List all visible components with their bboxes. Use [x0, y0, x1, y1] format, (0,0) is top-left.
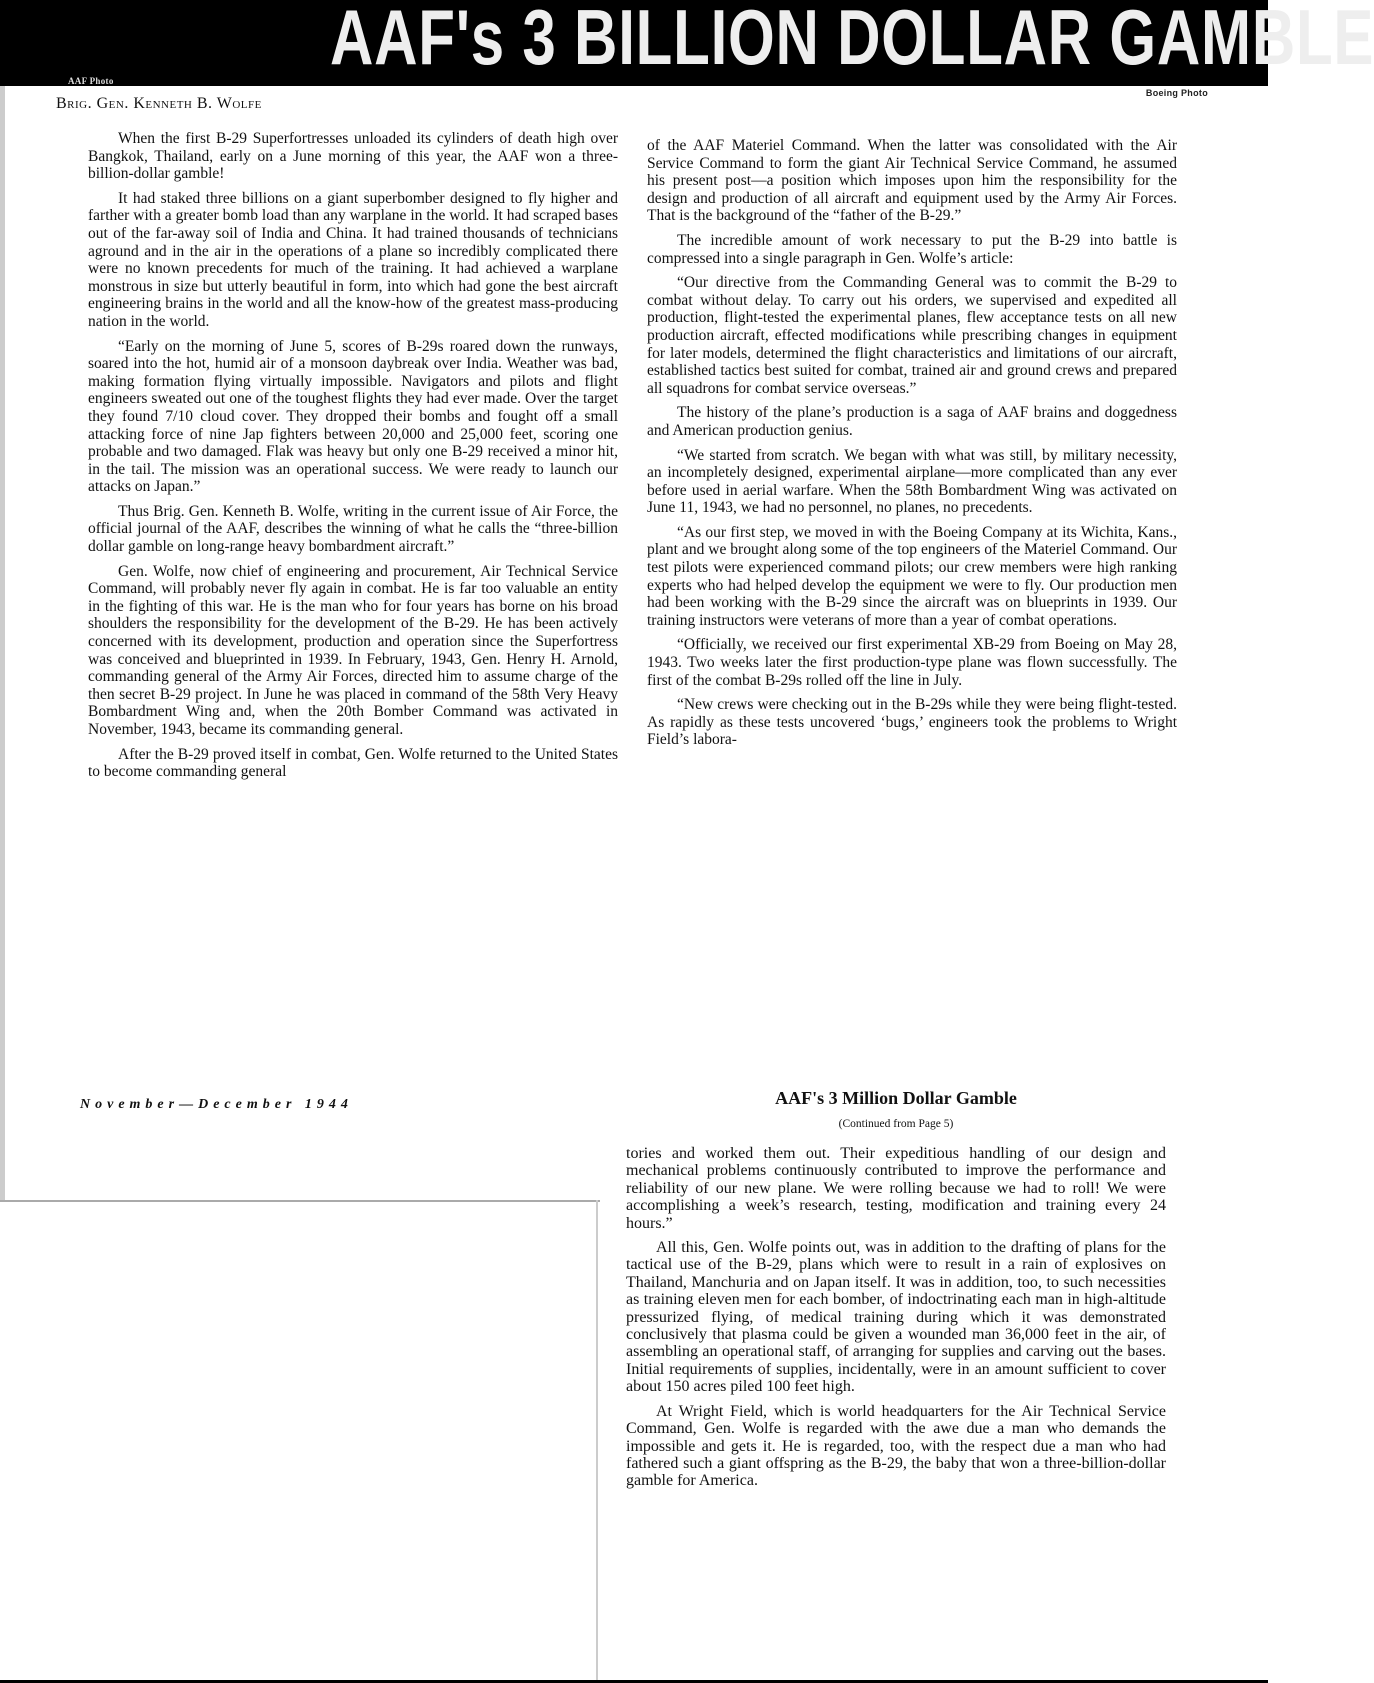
- paragraph: “We started from scratch. We began with what was still, by military necessity, an incompletely designed, experimental airplane—more complicated than any ever before used in aerial warfare. When the 58th Bombardment Wing was activated on June 11, 1943, we had no personnel, no planes, no precedents.: [647, 446, 1177, 517]
- paragraph: of the AAF Materiel Command. When the latter was consolidated with the Air Service Command to form the giant Air Technical Service Command, he assumed his present post—a position which imposes upon him the responsibility for the design and production of all aircraft and equipment used by the Army Air Forces. That is the background of the “father of the B-29.”: [647, 137, 1177, 225]
- continuation-note: (Continued from Page 5): [838, 1118, 954, 1130]
- paragraph: All this, Gen. Wolfe points out, was in addition to the drafting of plans for the tactical use of the B-29, plans which were to result in a rain of explosives on Thailand, Manchuria and on Japan itself. It was in addition, too, to such necessities as training eleven men for each bomber, of indoctrinating each man in high-altitude pressurized flying, of medical training during which it was demonstrated conclusively that plasma could be given a wounded man 36,000 feet in the air, of assembling an operational staff, of arranging for supplies and carving out the bases. Initial requirements of supplies, incidentally, were in an amount sufficient to cover about 150 acres piled 100 feet high.: [626, 1239, 1166, 1396]
- paragraph: “Officially, we received our first experimental XB-29 from Boeing on May 28, 1943. Two weeks later the first production-type plane was flown successfully. The first of the combat B-29s rolled off the line in July.: [647, 636, 1177, 689]
- paragraph: Thus Brig. Gen. Kenneth B. Wolfe, writing in the current issue of Air Force, the official journal of the AAF, describes the winning of what he calls the “three-billion dollar gamble on long-range heavy bombardment aircraft.”: [88, 502, 618, 556]
- paragraph: The history of the plane’s production is a saga of AAF brains and doggedness and American production genius.: [647, 404, 1177, 439]
- banner-title: AAF's 3 BILLION DOLLAR GAMBLE: [330, 0, 1374, 81]
- paragraph: “New crews were checking out in the B-29s while they were being flight-tested. As rapidly as these tests uncovered ‘bugs,’ engineers took the problems to Wright Field’s labora-: [647, 696, 1177, 749]
- clipping-edge-horizontal: [0, 1200, 600, 1202]
- continuation-heading: AAF's 3 Million Dollar Gamble: [775, 1088, 1017, 1108]
- paragraph: tories and worked them out. Their expeditious handling of our design and mechanical problems continuously contributed to improve the performance and reliability of our new plane. We were rolling because we had to roll! We were accomplishing a week’s research, testing, modification and training every 24 hours.”: [626, 1145, 1166, 1232]
- paragraph: When the first B-29 Superfortresses unloaded its cylinders of death high over Bangkok, Thailand, early on a June morning of this year, the AAF won a three-billion-dollar gamble!: [88, 130, 618, 183]
- continuation-column: [626, 1145, 1166, 1497]
- paragraph: “As our first step, we moved in with the Boeing Company at its Wichita, Kans., plant and we brought along some of the top engineers of the Materiel Command. Our test pilots were experienced command pilots; our crew members were high ranking experts who had helped develop the equipment we were to fly. Our production men had been working with the B-29 since the aircraft was on blueprints in 1939. Our training instructors were veterans of more than a year of combat operations.: [647, 523, 1177, 629]
- title-banner: [0, 0, 1374, 86]
- issue-dateline: November—December 1944: [80, 1097, 353, 1112]
- paragraph: After the B-29 proved itself in combat, Gen. Wolfe returned to the United States to become commanding general: [88, 745, 618, 781]
- paragraph: The incredible amount of work necessary to put the B-29 into battle is compressed into a single paragraph in Gen. Wolfe’s article:: [647, 231, 1177, 267]
- paragraph: “Early on the morning of June 5, scores of B-29s roared down the runways, soared into the hot, humid air of a monsoon daybreak over India. Weather was bad, making formation flying virtually impossible. Navigators and pilots and flight engineers sweated out one of the toughest flights they had ever made. Over the target they found 7/10 cloud cover. They dropped their bombs and fought off a small attacking force of nine Jap fighters between 20,000 and 25,000 feet, scoring one probable and two damaged. Flak was heavy but only one B-29 received a minor hit, in the tail. The mission was an operational success. We were ready to launch our attacks on Japan.”: [88, 337, 618, 496]
- paragraph: Gen. Wolfe, now chief of engineering and procurement, Air Technical Service Command, will probably never fly again in combat. He is far too valuable an entity in the fighting of this war. He is the man who for four years has borne on his broad shoulders the responsibility for the development of the B-29. He has been actively concerned with its development, production and operation since the Superfortress was conceived and blueprinted in 1939. In February, 1943, Gen. Henry H. Arnold, commanding general of the Army Air Forces, directed him to assume charge of the then secret B-29 project. In June he was placed in command of the 58th Very Heavy Bombardment Wing and, when the 20th Bomber Command was activated in November, 1943, became its commanding general.: [88, 562, 618, 738]
- paragraph: “Our directive from the Commanding General was to commit the B-29 to combat without delay. To carry out his orders, we supervised and expedited all production, flight-tested the experimental planes, flew acceptance tests on all new production aircraft, effected modifications while prescribing changes in equipment for later models, determined the flight characteristics and limitations of our aircraft, established tactics best suited for combat, trained air and ground crews and prepared all squadrons for combat service overseas.”: [647, 274, 1177, 397]
- article-left-column: [88, 130, 618, 788]
- article-right-column: [647, 137, 1177, 756]
- paragraph: At Wright Field, which is world headquarters for the Air Technical Service Command, Gen. Wolfe is regarded with the awe due a man who demands the impossible and gets it. He is regarded, too, with the respect due a man who had fathered such a giant offspring as the B-29, the baby that won a three-billion-dollar gamble for America.: [626, 1402, 1166, 1490]
- photo-credit-right: Boeing Photo: [1145, 88, 1208, 98]
- photo-credit-left: AAF Photo: [68, 76, 114, 86]
- photo-caption: Brig. Gen. Kenneth B. Wolfe: [56, 95, 262, 112]
- clipping-edge-vertical: [596, 1200, 598, 1683]
- paragraph: It had staked three billions on a giant superbomber designed to fly higher and farther with a greater bomb load than any warplane in the world. It had scraped bases out of the far-away soil of India and China. It had trained thousands of technicians aground and in the air in the operations of a plane so incredibly complicated there were no known precedents for much of the training. It had achieved a warplane monstrous in size but utterly beautiful in form, into which had gone the best aircraft engineering brains in the world and all the know-how of the greatest mass-producing nation in the world.: [88, 189, 618, 330]
- page-edge-shadow: [0, 0, 5, 1200]
